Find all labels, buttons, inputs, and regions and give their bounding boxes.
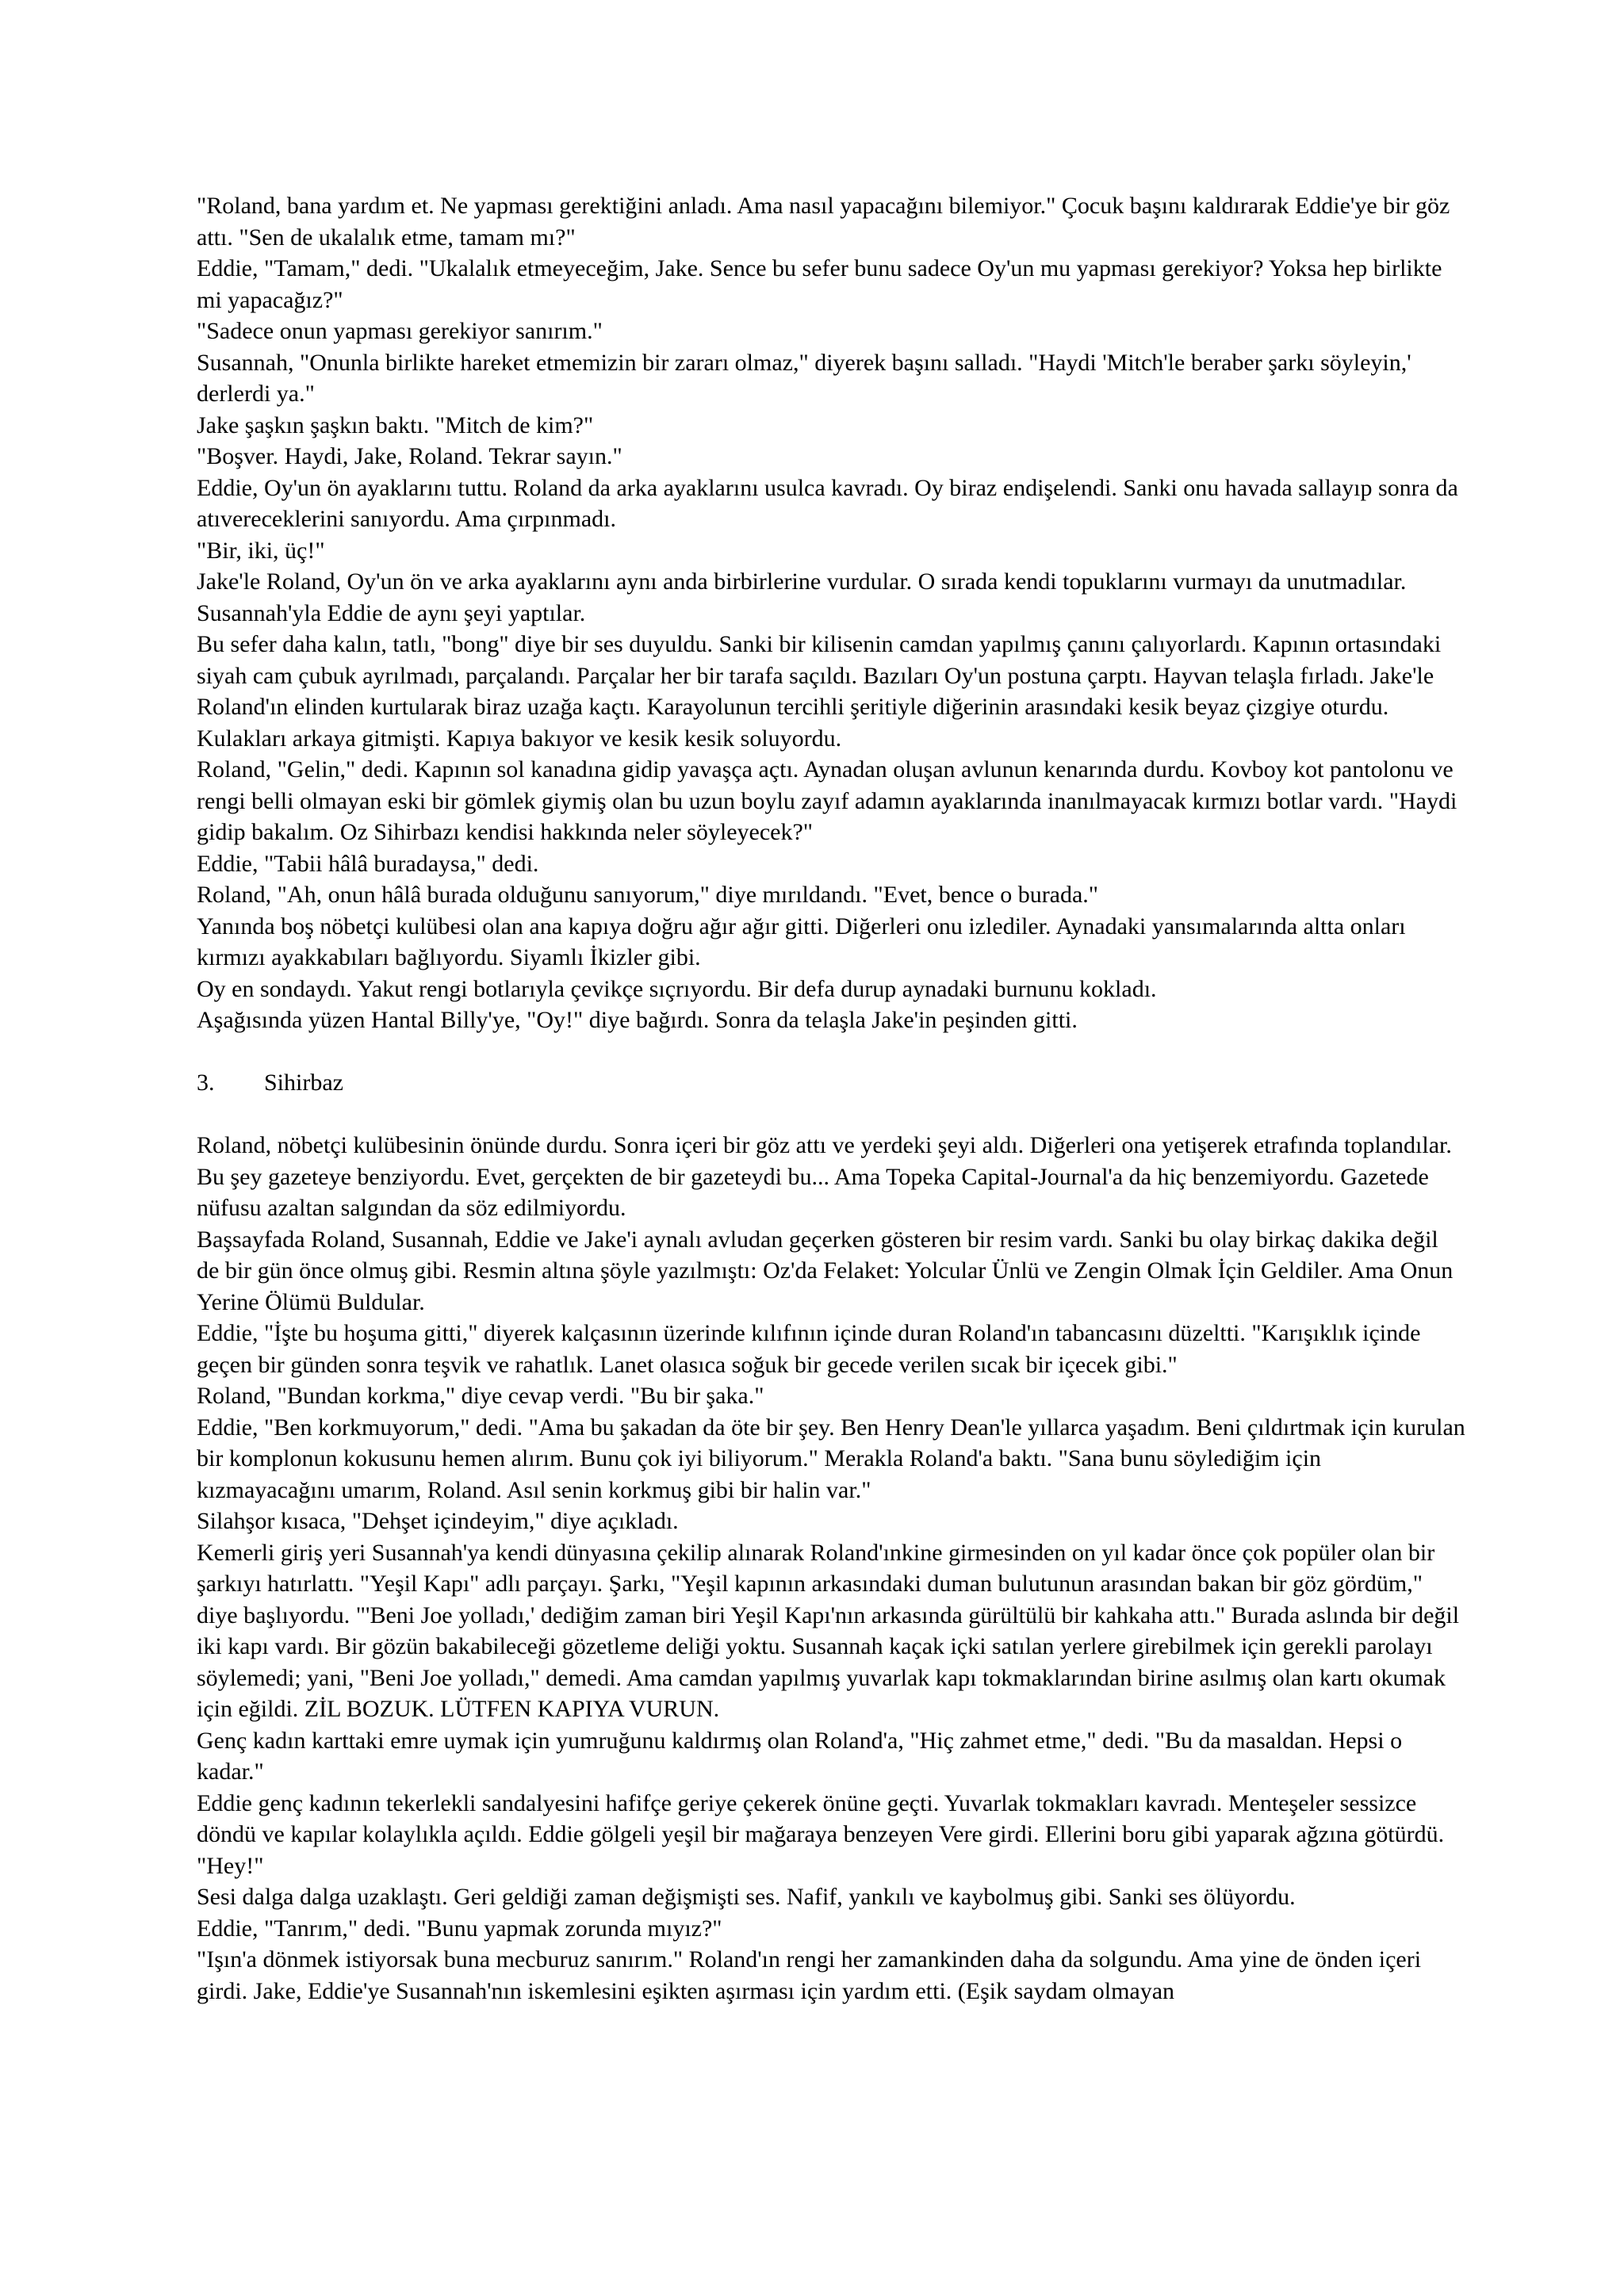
paragraph: Roland, nöbetçi kulübesinin önünde durdu. Sonra içeri bir göz attı ve yerdeki şeyi aldı. Diğerleri ona yetişerek etrafında toplandılar. Bu şey gazeteye benziyordu. Evet, gerçekten de bir gazeteydi bu... Ama Topeka Capital-Journal'a da hiç benzemiyordu. Gazetede nüfusu azaltan salgından da söz edilmiyordu. (197, 1132, 1452, 1221)
paragraph: "Işın'a dönmek istiyorsak buna mecburuz sanırım." Roland'ın rengi her zamankinden daha da solgundu. Ama yine de önden içeri girdi. Jake, Eddie'ye Susannah'nın iskemlesini eşikten aşırması için yardım etti. (Eşik saydam olmayan (197, 1946, 1422, 2004)
paragraph: Eddie, "Tamam," dedi. "Ukalalık etmeyeceğim, Jake. Sence bu sefer bunu sadece Oy'un mu yapması gerekiyor? Yoksa hep birlikte mi yapacağız?" (197, 255, 1442, 313)
paragraph: Susannah, "Onunla birlikte hareket etmemizin bir zararı olmaz," diyerek başını salladı. "Haydi 'Mitch'le beraber şarkı söyleyin,' derlerdi ya." (197, 349, 1411, 407)
paragraph: Eddie, "Tabii hâlâ buradaysa," dedi. (197, 850, 539, 877)
paragraphs-after (197, 1130, 1465, 2007)
paragraph: Eddie, Oy'un ön ayaklarını tuttu. Roland da arka ayaklarını usulca kavradı. Oy biraz endişelendi. Sanki onu havada sallayıp sonra da atıvereceklerini sanıyordu. Ama çırpınmadı. (197, 474, 1458, 532)
paragraph: Oy en sondaydı. Yakut rengi botlarıyla çevikçe sıçrıyordu. Bir defa durup aynadaki burnunu kokladı. (197, 975, 1157, 1002)
paragraph: "Roland, bana yardım et. Ne yapması gerektiğini anladı. Ama nasıl yapacağını bilemiyor." Çocuk başını kaldırarak Eddie'ye bir göz attı. "Sen de ukalalık etme, tamam mı?" (197, 193, 1450, 251)
paragraph: "Bir, iki, üç!" (197, 537, 325, 564)
paragraph: Roland, "Bundan korkma," diye cevap verdi. "Bu bir şaka." (197, 1383, 764, 1409)
paragraph: Sesi dalga dalga uzaklaştı. Geri geldiği zaman değişmişti ses. Nafif, yankılı ve kaybolmuş gibi. Sanki ses ölüyordu. (197, 1884, 1296, 1910)
paragraph: Roland, "Gelin," dedi. Kapının sol kanadına gidip yavaşça açtı. Aynadan oluşan avlunun kenarında durdu. Kovboy kot pantolonu ve rengi belli olmayan eski bir gömlek giymiş olan bu uzun boylu zayıf adamın ayaklarında inanılmayacak kırmızı botlar vardı. "Haydi gidip bakalım. Oz Sihirbazı kendisi hakkında neler söyleyecek?" (197, 756, 1457, 845)
paragraph: Bu sefer daha kalın, tatlı, "bong" diye bir ses duyuldu. Sanki bir kilisenin camdan yapılmış çanını çalıyorlardı. Kapının ortasındaki siyah cam çubuk ayrılmadı, parçalandı. Parçalar her bir tarafa saçıldı. Bazıları Oy'un postuna çarptı. Hayvan telaşla fırladı. Jake'le Roland'ın elinden kurtularak biraz uzağa kaçtı. Karayolunun tercihli şeritiyle diğerinin arasındaki kesik beyaz çizgiye oturdu. Kulakları arkaya gitmişti. Kapıya bakıyor ve kesik kesik soluyordu. (197, 631, 1442, 752)
paragraph: Aşağısında yüzen Hantal Billy'ye, "Oy!" diye bağırdı. Sonra da telaşla Jake'in peşinden gitti. (197, 1007, 1078, 1033)
paragraph: Genç kadın karttaki emre uymak için yumruğunu kaldırmış olan Roland'a, "Hiç zahmet etme," dedi. "Bu da masaldan. Hepsi o kadar." (197, 1727, 1403, 1785)
document-page (197, 190, 1465, 2007)
section-number: 3. (197, 1070, 215, 1096)
paragraph: Eddie, "Ben korkmuyorum," dedi. "Ama bu şakadan da öte bir şey. Ben Henry Dean'le yıllarca yaşadım. Beni çıldırtmak için kurulan bir komplonun kokusunu hemen alırım. Bunu çok iyi biliyorum." Merakla Roland'a baktı. "Sana bunu söylediğim için kızmayacağını umarım, Roland. Asıl senin korkmuş gibi bir halin var." (197, 1414, 1465, 1503)
paragraph: Jake'le Roland, Oy'un ön ve arka ayaklarını aynı anda birbirlerine vurdular. O sırada kendi topuklarını vurmayı da unutmadılar. Susannah'yla Eddie de aynı şeyi yaptılar. (197, 568, 1407, 626)
paragraph: Kemerli giriş yeri Susannah'ya kendi dünyasına çekilip alınarak Roland'ınkine girmesinden on yıl kadar önce çok popüler olan bir şarkıyı hatırlattı. "Yeşil Kapı" adlı parçayı. Şarkı, "Yeşil kapının arkasındaki duman bulutunun arasından bakan bir göz gördüm," diye başlıyordu. "'Beni Joe yolladı,' dediğim zaman biri Yeşil Kapı'nın arkasında gürültülü bir kahkaha attı." Burada aslında bir değil iki kapı vardı. Bir gözün bakabileceği gözetleme deliği yoktu. Susannah kaçak içki satılan yerlere girebilmek için gerekli parolayı söylemedi; yani, "Beni Joe yolladı," demedi. Ama camdan yapılmış yuvarlak kapı tokmaklarından birine asılmış olan kartı okumak için eğildi. ZİL BOZUK. LÜTFEN KAPIYA VURUN. (197, 1539, 1460, 1722)
paragraph: Yanında boş nöbetçi kulübesi olan ana kapıya doğru ağır ağır gitti. Diğerleri onu izlediler. Aynadaki yansımalarında altta onları kırmızı ayakkabıları bağlıyordu. Siyamlı İkizler gibi. (197, 913, 1406, 970)
paragraph: "Boşver. Haydi, Jake, Roland. Tekrar sayın." (197, 443, 622, 469)
section-title: Sihirbaz (264, 1070, 343, 1096)
paragraph: Silahşor kısaca, "Dehşet içindeyim," diye açıkladı. (197, 1508, 679, 1534)
paragraphs-before (197, 190, 1465, 1036)
paragraph: Roland, "Ah, onun hâlâ burada olduğunu sanıyorum," diye mırıldandı. "Evet, bence o burada." (197, 882, 1099, 908)
paragraph: Başsayfada Roland, Susannah, Eddie ve Jake'i aynalı avludan geçerken gösteren bir resim vardı. Sanki bu olay birkaç dakika değil de bir gün önce olmuş gibi. Resmin altına şöyle yazılmıştı: Oz'da Felaket: Yolcular Ünlü ve Zengin Olmak İçin Geldiler. Ama Onun Yerine Ölümü Buldular. (197, 1226, 1454, 1315)
paragraph: Jake şaşkın şaşkın baktı. "Mitch de kim?" (197, 411, 594, 438)
paragraph: Eddie, "Tanrım," dedi. "Bunu yapmak zorunda mıyız?" (197, 1915, 722, 1942)
section-heading (197, 1067, 1465, 1099)
paragraph: Eddie genç kadının tekerlekli sandalyesini hafifçe geriye çekerek önüne geçti. Yuvarlak tokmakları kavradı. Menteşeler sessizce döndü ve kapılar kolaylıkla açıldı. Eddie gölgeli yeşil bir mağaraya benzeyen Vere girdi. Ellerini boru gibi yaparak ağzına götürdü. "Hey!" (197, 1789, 1445, 1879)
paragraph: "Sadece onun yapması gerekiyor sanırım." (197, 318, 603, 344)
paragraph: Eddie, "İşte bu hoşuma gitti," diyerek kalçasının üzerinde kılıfının içinde duran Roland'ın tabancasını düzeltti. "Karışıklık içinde geçen bir günden sonra teşvik ve rahatlık. Lanet olasıca soğuk bir gecede verilen sıcak bir içecek gibi." (197, 1320, 1421, 1378)
